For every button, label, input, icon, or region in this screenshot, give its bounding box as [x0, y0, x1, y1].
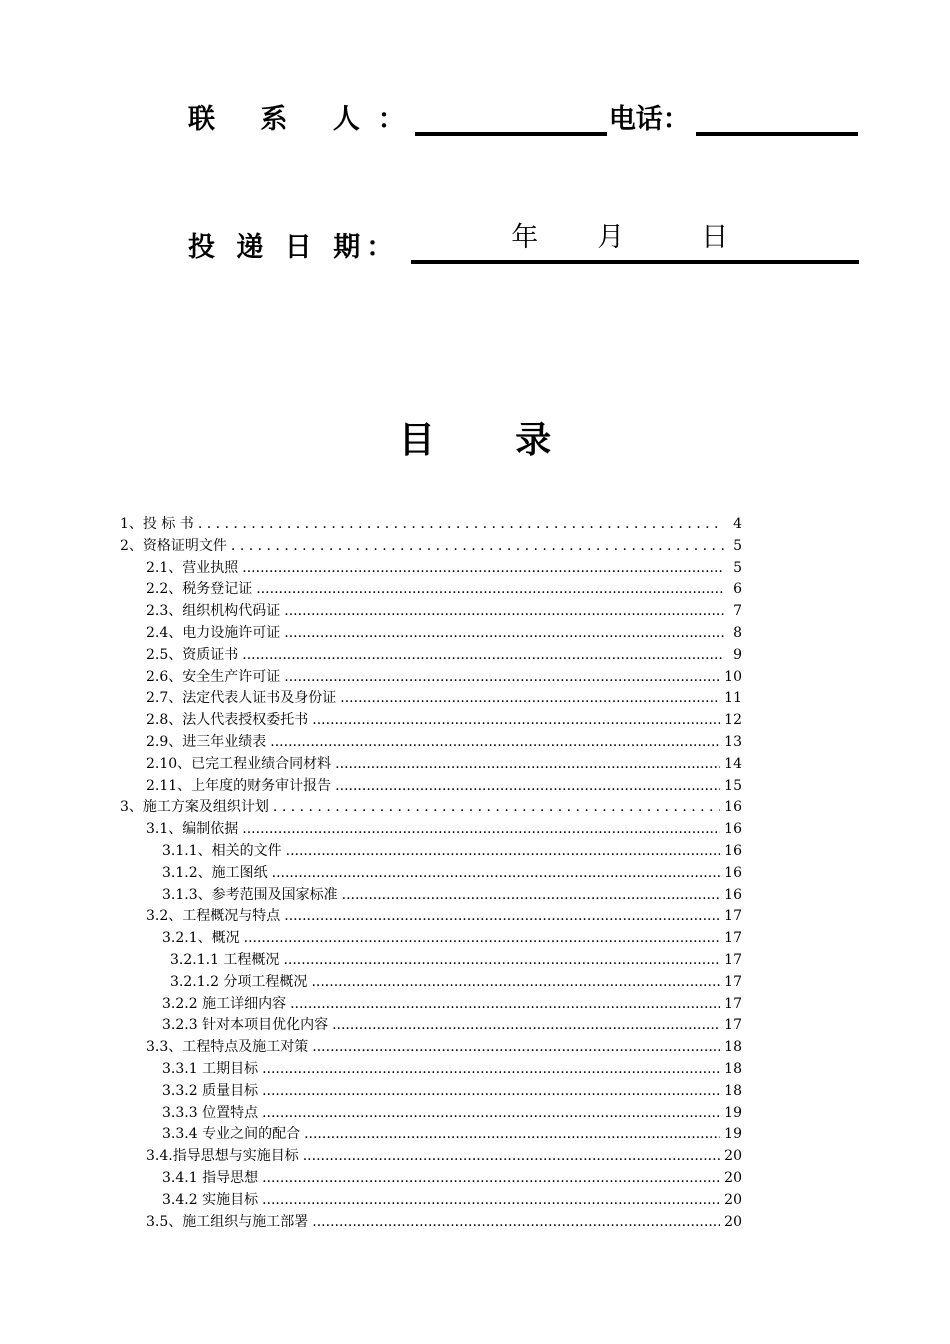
toc-leader — [256, 579, 724, 600]
toc-entry[interactable] — [146, 1146, 742, 1167]
toc-entry-text: 2、资格证明文件 — [120, 538, 227, 554]
toc-entry[interactable] — [146, 623, 742, 644]
toc-entry-page: 4 — [733, 516, 742, 532]
toc-entry-page: 5 — [733, 538, 742, 554]
toc-entry[interactable] — [146, 710, 742, 731]
toc-entry[interactable] — [120, 797, 742, 818]
toc-leader — [270, 732, 720, 753]
toc-leader — [303, 1146, 720, 1167]
toc-entry[interactable] — [162, 1015, 742, 1036]
toc-entry-page: 16 — [724, 799, 742, 815]
toc-entry-text: 2.11、上年度的财务审计报告 — [146, 778, 332, 794]
toc-leader — [335, 754, 720, 775]
toc-leader — [335, 776, 720, 797]
toc-entry-page: 14 — [724, 756, 742, 772]
toc-entry-text: 3.3.3 位置特点 — [162, 1105, 259, 1121]
toc-leader — [312, 710, 720, 731]
month-label: 月 — [597, 222, 625, 253]
date-field[interactable] — [411, 222, 859, 264]
toc-entry[interactable] — [162, 1190, 742, 1211]
toc-leader — [231, 536, 724, 557]
toc-entry-page: 8 — [733, 625, 742, 641]
toc-entry-page: 11 — [724, 690, 742, 706]
toc-entry[interactable] — [146, 732, 742, 753]
toc-entry-text: 3.4.1 指导思想 — [162, 1170, 259, 1186]
toc-entry[interactable] — [170, 972, 742, 993]
toc-entry[interactable] — [146, 819, 742, 840]
toc-entry-page: 17 — [724, 974, 742, 990]
toc-entry[interactable] — [162, 1059, 742, 1080]
toc-entry[interactable] — [120, 536, 742, 557]
toc-entry-page: 13 — [724, 734, 742, 750]
toc-entry-text: 3.1.1、相关的文件 — [162, 843, 282, 859]
toc-leader — [332, 1015, 720, 1036]
toc-entry-page: 16 — [724, 843, 742, 859]
toc-entry[interactable] — [162, 863, 742, 884]
toc-entry[interactable] — [162, 1081, 742, 1102]
toc-entry-text: 3.4.2 实施目标 — [162, 1192, 259, 1208]
toc-leader — [262, 1103, 720, 1124]
toc-entry[interactable] — [146, 754, 742, 775]
toc-entry-text: 1、投 标 书 — [120, 516, 194, 532]
toc-leader — [242, 558, 724, 579]
toc-entry-page: 18 — [724, 1061, 742, 1077]
toc-entry-text: 3.1.2、施工图纸 — [162, 865, 268, 881]
date-row — [188, 222, 859, 264]
toc-entry-page: 17 — [724, 930, 742, 946]
toc-entry[interactable] — [162, 928, 742, 949]
toc-entry-text: 2.8、法人代表授权委托书 — [146, 712, 309, 728]
toc-entry[interactable] — [146, 601, 742, 622]
toc-leader — [284, 667, 720, 688]
toc-entry-text: 2.4、电力设施许可证 — [146, 625, 281, 641]
toc-entry-text: 3.5、施工组织与施工部署 — [146, 1214, 309, 1230]
toc-entry-text: 3、施工方案及组织计划 — [120, 799, 269, 815]
toc-leader — [242, 645, 724, 666]
toc-entry[interactable] — [146, 558, 742, 579]
phone-field[interactable] — [696, 98, 858, 136]
toc-entry-text: 3.1.3、参考范围及国家标准 — [162, 887, 338, 903]
toc-entry-page: 20 — [724, 1170, 742, 1186]
toc-entry[interactable] — [162, 1168, 742, 1189]
toc-entry-text: 3.1、编制依据 — [146, 821, 239, 837]
toc-entry[interactable] — [162, 841, 742, 862]
toc-leader — [311, 972, 720, 993]
toc-entry-text: 2.9、进三年业绩表 — [146, 734, 267, 750]
toc-entry-page: 17 — [724, 908, 742, 924]
contact-row — [188, 96, 858, 136]
toc-entry-text: 3.2.2 施工详细内容 — [162, 996, 287, 1012]
toc-entry-text: 2.5、资质证书 — [146, 647, 239, 663]
toc-entry-page: 20 — [724, 1192, 742, 1208]
toc-leader — [286, 841, 721, 862]
toc-entry[interactable] — [146, 579, 742, 600]
toc-entry-page: 7 — [733, 603, 742, 619]
toc-entry-text: 3.2.1.1 工程概况 — [170, 952, 280, 968]
toc-leader — [284, 623, 724, 644]
toc-leader — [284, 601, 724, 622]
toc-leader — [262, 1190, 720, 1211]
toc-entry[interactable] — [162, 1103, 742, 1124]
toc-entry[interactable] — [146, 667, 742, 688]
toc-entry[interactable] — [146, 688, 742, 709]
toc-entry-page: 16 — [724, 887, 742, 903]
toc-entry[interactable] — [162, 885, 742, 906]
toc-entry-page: 5 — [733, 560, 742, 576]
toc-entry-page: 19 — [724, 1126, 742, 1142]
toc-entry-page: 12 — [724, 712, 742, 728]
toc-leader — [283, 950, 720, 971]
toc-entry-page: 10 — [724, 669, 742, 685]
contact-field[interactable] — [415, 98, 607, 136]
toc-entry-text: 2.3、组织机构代码证 — [146, 603, 281, 619]
toc-entry-page: 16 — [724, 821, 742, 837]
toc-leader — [198, 514, 724, 535]
date-label: 投 递 日 期： — [188, 232, 400, 263]
toc-entry-text: 3.3、工程特点及施工对策 — [146, 1039, 309, 1055]
toc-entry-page: 18 — [724, 1039, 742, 1055]
toc-entry-page: 17 — [724, 996, 742, 1012]
toc-entry[interactable] — [170, 950, 742, 971]
toc-entry-page: 19 — [724, 1105, 742, 1121]
toc-entry[interactable] — [120, 514, 742, 535]
toc-entry-page: 17 — [724, 1017, 742, 1033]
toc-entry-page: 18 — [724, 1083, 742, 1099]
toc-entry-text: 3.3.4 专业之间的配合 — [162, 1126, 301, 1142]
toc-leader — [284, 906, 720, 927]
year-label: 年 — [511, 222, 539, 253]
toc-entry-text: 2.2、税务登记证 — [146, 581, 253, 597]
toc-leader — [340, 688, 720, 709]
toc-leader — [312, 1212, 720, 1233]
toc-leader — [342, 885, 721, 906]
toc-entry-text: 3.2.3 针对本项目优化内容 — [162, 1017, 329, 1033]
toc-leader — [262, 1059, 720, 1080]
toc-entry-page: 6 — [733, 581, 742, 597]
toc-entry-text: 2.1、营业执照 — [146, 560, 239, 576]
toc-entry[interactable] — [146, 1037, 742, 1058]
toc-leader — [262, 1168, 720, 1189]
phone-label: 电话： — [608, 104, 690, 135]
toc-entry[interactable] — [162, 994, 742, 1015]
toc-leader — [312, 1037, 720, 1058]
toc-entry-page: 16 — [724, 865, 742, 881]
toc-entry-page: 15 — [724, 778, 742, 794]
contact-label: 联 系 人： — [188, 104, 423, 135]
toc-entry-text: 3.2、工程概况与特点 — [146, 908, 281, 924]
day-label: 日 — [701, 222, 729, 253]
toc-entry[interactable] — [146, 906, 742, 927]
toc-entry[interactable] — [146, 645, 742, 666]
toc-entry-text: 2.6、安全生产许可证 — [146, 669, 281, 685]
toc-entry[interactable] — [146, 1212, 742, 1233]
toc-entry-page: 20 — [724, 1214, 742, 1230]
toc-leader — [290, 994, 720, 1015]
toc-title: 目 录 — [398, 420, 586, 461]
toc-leader — [273, 797, 720, 818]
toc-entry-text: 3.4.指导思想与实施目标 — [146, 1148, 299, 1164]
toc-leader — [244, 928, 721, 949]
toc-entry-text: 2.10、已完工程业绩合同材料 — [146, 756, 332, 772]
toc-leader — [262, 1081, 720, 1102]
toc-leader — [304, 1124, 720, 1145]
toc-entry-text: 2.7、法定代表人证书及身份证 — [146, 690, 337, 706]
toc-leader — [272, 863, 721, 884]
toc-entry-page: 20 — [724, 1148, 742, 1164]
toc-entry-page: 9 — [733, 647, 742, 663]
toc-entry-text: 3.3.2 质量目标 — [162, 1083, 259, 1099]
toc-entry-text: 3.2.1.2 分项工程概况 — [170, 974, 308, 990]
toc-entry-text: 3.2.1、概况 — [162, 930, 240, 946]
toc-entry[interactable] — [146, 776, 742, 797]
toc-entry-text: 3.3.1 工期目标 — [162, 1061, 259, 1077]
toc-entry-page: 17 — [724, 952, 742, 968]
toc-entry[interactable] — [162, 1124, 742, 1145]
toc-leader — [242, 819, 720, 840]
